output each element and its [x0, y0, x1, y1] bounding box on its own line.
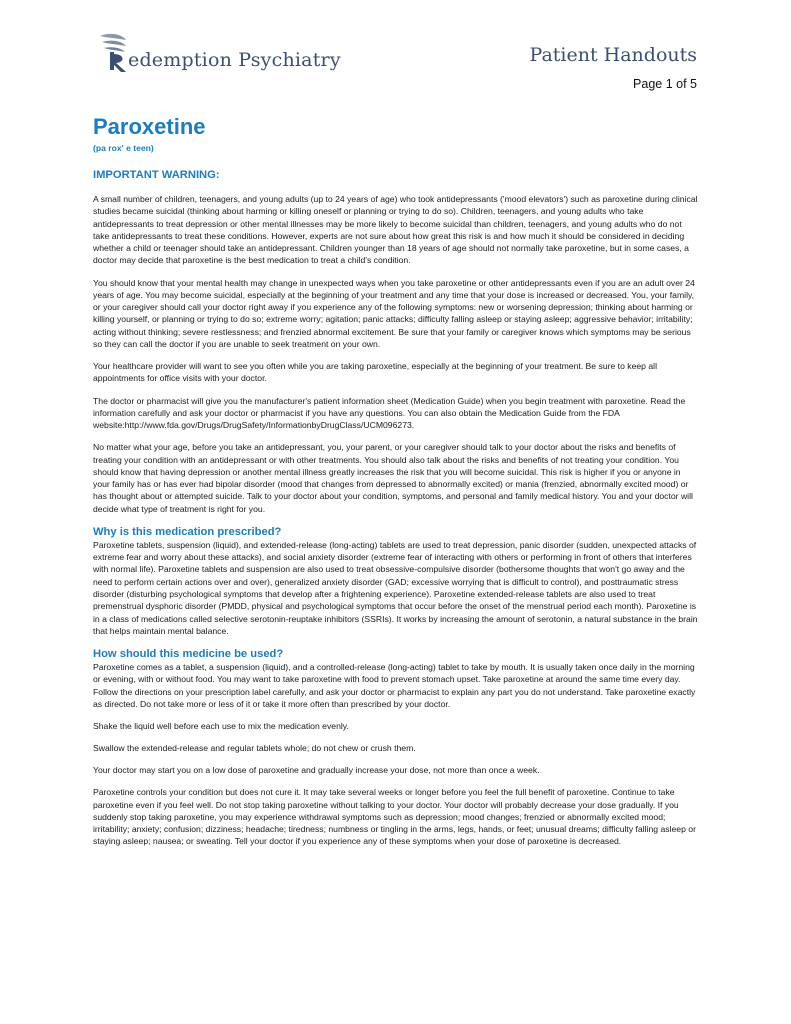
pronunciation: (pa rox' e teen) [93, 143, 154, 153]
page-number: Page 1 of 5 [633, 77, 697, 91]
handout-title: Patient Handouts [529, 44, 697, 66]
how-paragraph: Swallow the extended-release and regular tablets whole; do not chew or crush them. [93, 743, 416, 754]
document-body [93, 112, 699, 858]
section-heading-how: How should this medicine be used? [93, 647, 284, 660]
page-header [0, 0, 791, 110]
section-heading-why: Why is this medication prescribed? [93, 525, 282, 538]
warning-paragraph: Your healthcare provider will want to see you often while you are taking paroxetine, especially at the beginning of your treatment. Be sure to keep all appointments for office visits with your doctor. [93, 361, 657, 384]
warning-paragraph: The doctor or pharmacist will give you the manufacturer's patient information sheet (Medication Guide) when you begin treatment with paroxetine. Read the information carefully and ask your doctor or pharmacist if you have any questions. You can also obtain the Medication Guide from the FDA website:http://www.fda.gov/Drugs/DrugSafety/InformationbyDrugClass/UCM096273. [93, 395, 686, 431]
warning-paragraph: A small number of children, teenagers, and young adults (up to 24 years of age) who took antidepressants ('mood elevators') such as paroxetine during clinical studies became suicidal (thinking about harming or killing oneself or planning or trying to do so). Children, teenagers, and young adults who take antidepressants to treat depression or other mental illnesses may be more likely to become suicidal than children, teenagers, and young adults who do not take antidepressants to treat these conditions. However, experts are not sure about how great this risk is and how much it should be considered in deciding whether a child or teenager should take an antidepressant. Children younger than 18 years of age should not normally take paroxetine, but in some cases, a doctor may decide that paroxetine is the best medication to treat a child's condition. [93, 194, 698, 266]
how-paragraph: Shake the liquid well before each use to mix the medication evenly. [93, 720, 349, 731]
how-paragraph: Paroxetine controls your condition but does not cure it. It may take several weeks or longer before you feel the full benefit of paroxetine. Continue to take paroxetine even if you feel well. Do not stop taking paroxetine without talking to your doctor. Your doctor will probably decrease your dose gradually. If you suddenly stop taking paroxetine, you may experience withdrawal symptoms such as depression; mood changes; frenzied or abnormally excited mood; irritability; anxiety; confusion; dizziness; headache; tiredness; numbness or tingling in the arms, legs, hands, or feet; unusual dreams; difficulty falling asleep or staying asleep; nausea; or sweating. Tell your doctor if you experience any of these symptoms when your dose of paroxetine is decreased. [93, 787, 696, 847]
how-paragraph: Your doctor may start you on a low dose of paroxetine and gradually increase your dose, not more than once a week. [93, 765, 540, 776]
logo-text: edemption Psychiatry [128, 49, 341, 71]
drug-name: Paroxetine [93, 114, 206, 139]
warning-paragraph: No matter what your age, before you take an antidepressant, you, your parent, or your caregiver should talk to your doctor about the risks and benefits of treating your condition with an antidepressant or with other treatments. You should also talk about the risks and benefits of not treating your condition. You should know that having depression or another mental illness greatly increases the risk that you will become suicidal. This risk is higher if you or anyone in your family has or has ever had bipolar disorder (mood that changes from depressed to abnormally excited) or mania (frenzied, abnormally excited mood) or has thought about or attempted suicide. Talk to your doctor about your condition, symptoms, and personal and family medical history. You and your doctor will decide what type of treatment is right for you. [93, 442, 693, 514]
warning-heading: IMPORTANT WARNING: [93, 169, 220, 181]
how-paragraph: Paroxetine comes as a tablet, a suspension (liquid), and a controlled-release (long-acting) tablet to take by mouth. It is usually taken once daily in the morning or evening, with or without food. You may want to take paroxetine with food to prevent stomach upset. Take paroxetine at around the same time every day. Follow the directions on your prescription label carefully, and ask your doctor or pharmacist to explain any part you do not understand. Take paroxetine exactly as directed. Do not take more or less of it or take it more often than prescribed by your doctor. [93, 661, 696, 709]
why-paragraph: Paroxetine tablets, suspension (liquid), and extended-release (long-acting) tablets are used to treat depression, panic disorder (sudden, unexpected attacks of extreme fear and worry about these attacks), and social anxiety disorder (extreme fear of interacting with others or performing in front of others that interferes with normal life). Paroxetine tablets and suspension are also used to treat obsessive-compulsive disorder (bothersome thoughts that won't go away and the need to perform certain actions over and over), generalized anxiety disorder (GAD; excessive worrying that is difficult to control), and posttraumatic stress disorder (disturbing psychological symptoms that develop after a frightening experience). Paroxetine extended-release tablets are also used to treat premenstrual dysphoric disorder (PMDD, physical and psychological symptoms that occur before the onset of the menstrual period each month). Paroxetine is in a class of medications called selective serotonin-reuptake inhibitors (SSRIs). It works by increasing the amount of serotonin, a natural substance in the brain that helps maintain mental balance. [93, 539, 698, 636]
wing-r-logo-icon [96, 30, 132, 76]
warning-paragraph: You should know that your mental health may change in unexpected ways when you take paroxetine or other antidepressants even if you are an adult over 24 years of age. You may become suicidal, especially at the beginning of your treatment and any time that your dose is increased or decreased. You, your family, or your caregiver should call your doctor right away if you experience any of the following symptoms: new or worsening depression; thinking about harming or killing yourself, or planning or trying to do so; extreme worry; agitation; panic attacks; difficulty falling asleep or staying asleep; aggressive behavior; irritability; acting without thinking; severe restlessness; and frenzied abnormal excitement. Be sure that your family or caregiver knows which symptoms may be serious so they can call the doctor if you are unable to seek treatment on your own. [93, 277, 695, 350]
brand-logo [96, 30, 341, 76]
